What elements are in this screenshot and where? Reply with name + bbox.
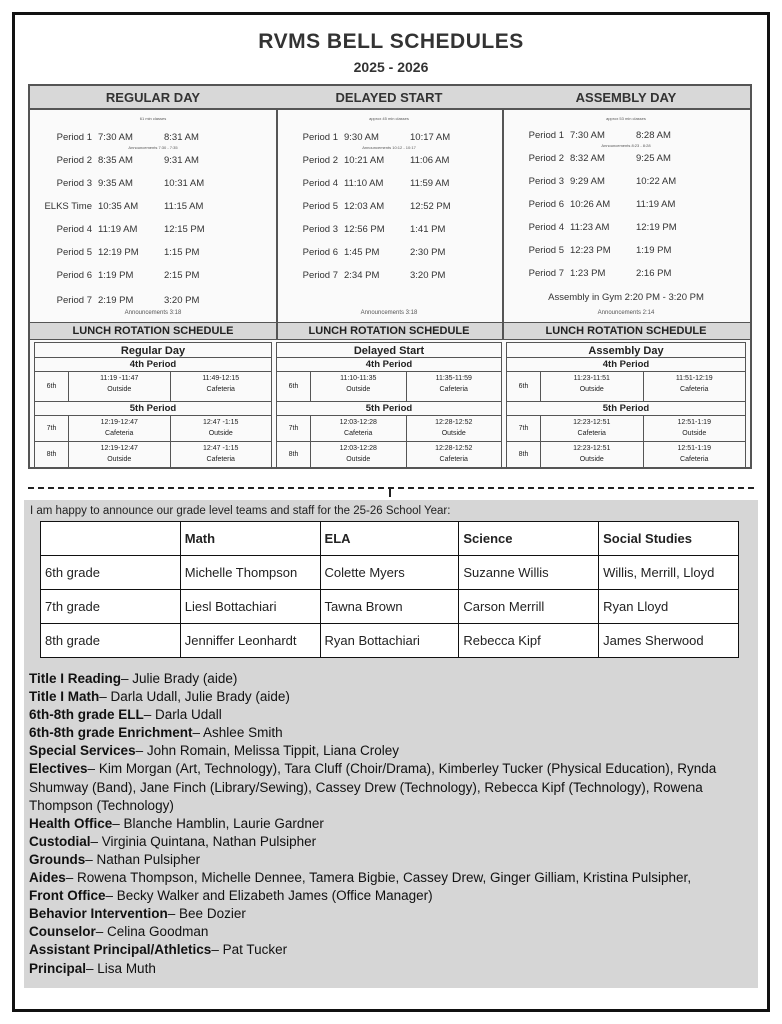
grade-label: 8th (35, 442, 69, 467)
period-row (34, 270, 224, 281)
column-header: Social Studies (599, 522, 739, 556)
period-label: Period 2 (302, 155, 338, 166)
period-subheading: 5th Period (506, 402, 746, 416)
roster-role: Principal (29, 960, 87, 976)
lunch-slot (311, 416, 406, 441)
period-row (506, 130, 696, 141)
lunch-location: Outside (579, 456, 604, 463)
lunch-location: Cafeteria (439, 456, 468, 463)
lunch-slot (643, 416, 746, 441)
period-label: Period 6 (528, 199, 564, 210)
period-row (34, 178, 224, 189)
period-start: 2:34 PM (344, 270, 380, 281)
period-start: 9:35 AM (98, 178, 133, 189)
announcement-note: Announcements 7:30 - 7:35 (128, 145, 178, 150)
teacher-cell: Rebecca Kipf (459, 624, 599, 658)
roster-line (29, 670, 749, 688)
period-label: ELKS Time (44, 201, 92, 212)
period-row (280, 247, 470, 258)
roster-role: Front Office (29, 888, 106, 904)
roster-role: 6th-8th grade ELL (29, 707, 144, 723)
lunch-time: 12:19-12:47 (100, 419, 138, 426)
teacher-cell: Jenniffer Leonhardt (180, 624, 320, 658)
roster-line (29, 760, 749, 814)
lunch-slot (311, 372, 406, 401)
column-divider (276, 86, 278, 322)
roster-names: Darla Udall, Julie Brady (aide) (110, 689, 290, 705)
lunch-slot (406, 416, 502, 441)
period-row (506, 176, 696, 187)
lunch-time: 11:35-11:59 (435, 375, 472, 382)
lunch-row (506, 416, 746, 442)
roster-dash: – (86, 960, 98, 976)
teacher-cell: Ryan Lloyd (599, 590, 739, 624)
period-start: 1:19 PM (98, 270, 134, 281)
period-start: 9:29 AM (570, 176, 605, 187)
lunch-location: Cafeteria (344, 430, 373, 437)
lunch-time: 12:51-1:19 (677, 445, 711, 452)
period-end: 8:28 AM (636, 130, 671, 141)
grade-cell: 6th grade (41, 556, 181, 590)
period-end: 3:20 PM (410, 270, 446, 281)
assembly-time: Assembly in Gym 2:20 PM - 3:20 PM (548, 292, 704, 303)
period-start: 12:03 AM (344, 201, 385, 212)
roster-role: Assistant Principal/Athletics (29, 942, 212, 958)
roster-line (29, 941, 749, 959)
lunch-row (276, 416, 502, 442)
roster-line (29, 706, 749, 724)
lunch-rotation-heading: LUNCH ROTATION SCHEDULE (308, 325, 470, 337)
period-label: Period 6 (56, 270, 92, 281)
lunch-rotation-heading: LUNCH ROTATION SCHEDULE (72, 325, 234, 337)
lunch-time: 12:28-12:52 (435, 445, 473, 452)
lunch-location: Cafeteria (206, 456, 235, 463)
roster-dash: – (90, 833, 102, 849)
announcement-footer: Announcements 2:14 (597, 310, 655, 316)
period-label: Period 6 (302, 247, 338, 258)
period-end: 11:19 AM (636, 199, 676, 210)
period-label: Period 4 (528, 222, 564, 233)
period-end: 1:15 PM (164, 247, 200, 258)
period-row (280, 224, 470, 235)
announcement-note: Announcements 10:12 - 10:17 (362, 145, 416, 150)
teacher-cell: Tawna Brown (320, 590, 459, 624)
lunch-time: 12:23-12:51 (573, 445, 611, 452)
roster-dash: – (87, 761, 99, 777)
period-start: 1:23 PM (570, 268, 606, 279)
lunch-day-title: Delayed Start (276, 342, 502, 358)
lunch-time: 12:51-1:19 (677, 419, 711, 426)
lunch-row (34, 442, 272, 468)
roster-dash: – (85, 851, 97, 867)
grade-label: 7th (507, 416, 541, 441)
period-start: 7:30 AM (98, 132, 133, 143)
period-label: Period 3 (302, 224, 338, 235)
roster-dash: – (135, 743, 147, 759)
teacher-cell: Colette Myers (320, 556, 459, 590)
period-start: 12:23 PM (570, 245, 611, 256)
column-header (41, 522, 181, 556)
teacher-cell: Ryan Bottachiari (320, 624, 459, 658)
lunch-slot (69, 442, 170, 467)
lunch-location: Cafeteria (680, 386, 709, 393)
period-row (280, 178, 470, 189)
teacher-cell: Carson Merrill (459, 590, 599, 624)
lunch-row (276, 372, 502, 402)
roster-names: Blanche Hamblin, Laurie Gardner (123, 815, 324, 831)
period-row (280, 132, 470, 143)
cut-line-tick (389, 487, 391, 497)
lunch-rotation-heading: LUNCH ROTATION SCHEDULE (545, 325, 707, 337)
period-start: 12:56 PM (344, 224, 385, 235)
period-label: Period 5 (56, 247, 92, 258)
roster-dash: – (105, 888, 117, 904)
lunch-slot (170, 416, 272, 441)
period-start: 1:45 PM (344, 247, 380, 258)
roster-role: Special Services (29, 743, 136, 759)
roster-dash: – (211, 942, 223, 958)
staff-intro: I am happy to announce our grade level teams and staff for the 25-26 School Year: (30, 505, 451, 517)
roster-line (29, 724, 749, 742)
roster-role: Custodial (29, 833, 91, 849)
period-row (34, 247, 224, 258)
lunch-slot (69, 372, 170, 401)
lunch-time: 12:23-12:51 (573, 419, 611, 426)
period-end: 12:19 PM (636, 222, 677, 233)
roster-role: Aides (29, 870, 66, 886)
lunch-location: Cafeteria (439, 386, 468, 393)
period-start: 10:26 AM (570, 199, 611, 210)
period-row (506, 153, 696, 164)
roster-dash: – (112, 815, 124, 831)
period-row (34, 224, 224, 235)
lunch-time: 12:47 -1:15 (203, 419, 239, 426)
period-end: 3:20 PM (164, 295, 200, 306)
roster-names: Kim Morgan (Art, Technology), Tara Cluff (Choir/Drama), Kimberley Tucker (Physical Education), Rynda Shumway (Band), Jane Finch (Library/Sewing), Cassey Drew (Technology), Rebecca Kipf (Technology), Rowena Thompson (Technology) (29, 761, 717, 813)
period-subheading: 4th Period (506, 358, 746, 372)
column-divider (502, 322, 504, 340)
lunch-location: Outside (579, 386, 604, 393)
grade-label: 8th (507, 442, 541, 467)
roster-dash: – (167, 906, 180, 922)
period-start: 11:10 AM (344, 178, 384, 189)
period-end: 12:52 PM (410, 201, 451, 212)
lunch-location: Outside (107, 456, 132, 463)
period-start: 12:19 PM (98, 247, 139, 258)
schedule-note: approx 53 min classes (606, 116, 646, 121)
period-row (280, 270, 470, 281)
period-end: 2:30 PM (410, 247, 446, 258)
lunch-location: Outside (346, 386, 371, 393)
lunch-row (34, 416, 272, 442)
lunch-table (276, 342, 502, 469)
period-row (280, 155, 470, 166)
table-header-row (41, 522, 739, 556)
cut-line (28, 487, 754, 489)
roster-line (29, 851, 749, 869)
teacher-cell: James Sherwood (599, 624, 739, 658)
schedule-note: approx 45 min classes (369, 116, 409, 121)
grade-label: 6th (277, 372, 311, 401)
period-start: 8:35 AM (98, 155, 133, 166)
period-end: 1:19 PM (636, 245, 672, 256)
period-row (280, 201, 470, 212)
roster-names: Ashlee Smith (203, 725, 283, 741)
roster-names: Nathan Pulsipher (96, 851, 201, 867)
grade-label: 7th (35, 416, 69, 441)
lunch-slot (406, 442, 502, 467)
period-row (34, 201, 224, 212)
schedule-note: 61 min classes (139, 116, 167, 121)
lunch-time: 12:28-12:52 (435, 419, 473, 426)
lunch-day-title: Assembly Day (506, 342, 746, 358)
lunch-location: Cafeteria (680, 456, 709, 463)
roster-line (29, 905, 749, 923)
period-subheading: 4th Period (34, 358, 272, 372)
lunch-time: 12:47 -1:15 (203, 445, 239, 452)
roster-role: Counselor (29, 924, 96, 940)
roster-line (29, 887, 749, 905)
period-start: 9:30 AM (344, 132, 379, 143)
period-start: 11:23 AM (570, 222, 610, 233)
lunch-day-title: Regular Day (34, 342, 272, 358)
period-label: Period 4 (302, 178, 338, 189)
period-end: 1:41 PM (410, 224, 446, 235)
lunch-slot (541, 416, 643, 441)
grade-label: 6th (507, 372, 541, 401)
roster-names: Rowena Thompson, Michelle Dennee, Tamera Bigbie, Cassey Drew, Ginger Gilliam, Kristina Pulsipher, (77, 870, 692, 886)
column-header: ELA (320, 522, 459, 556)
table-row (41, 624, 739, 658)
lunch-slot (311, 442, 406, 467)
column-divider (276, 322, 278, 340)
period-row (34, 155, 224, 166)
lunch-location: Outside (682, 430, 707, 437)
roster-line (29, 923, 749, 941)
teacher-cell: Michelle Thompson (180, 556, 320, 590)
announcement-footer: Announcements 3:18 (360, 310, 418, 316)
roster-role: Title I Math (29, 689, 100, 705)
grade-cell: 8th grade (41, 624, 181, 658)
lunch-slot (170, 442, 272, 467)
lunch-slot (406, 372, 502, 401)
period-row (506, 245, 696, 256)
period-row (34, 132, 224, 143)
lunch-slot (643, 442, 746, 467)
lunch-row (506, 442, 746, 468)
period-end: 9:25 AM (636, 153, 671, 164)
lunch-table (34, 342, 272, 469)
roster-role: Electives (29, 761, 88, 777)
period-label: Period 7 (528, 268, 564, 279)
roster-dash: – (121, 671, 133, 686)
roster-names: Virginia Quintana, Nathan Pulsipher (101, 833, 317, 849)
period-end: 2:15 PM (164, 270, 200, 281)
roster-dash: – (99, 689, 111, 705)
roster-names: John Romain, Melissa Tippit, Liana Croley (146, 743, 399, 759)
column-header: Science (459, 522, 599, 556)
roster-names: Bee Dozier (179, 906, 246, 922)
period-label: Period 3 (528, 176, 564, 187)
roster-line (29, 960, 749, 978)
roster-names: Lisa Muth (97, 960, 156, 976)
period-row (34, 295, 224, 306)
grade-label: 7th (277, 416, 311, 441)
grade-label: 6th (35, 372, 69, 401)
announcement-note: Announcements 8:23 - 8:28 (601, 143, 651, 148)
period-end: 11:15 AM (164, 201, 204, 212)
period-end: 11:06 AM (410, 155, 450, 166)
roster-names: Julie Brady (aide) (132, 671, 238, 686)
schedule-heading: REGULAR DAY (30, 86, 276, 110)
period-label: Period 5 (302, 201, 338, 212)
roster-names: Pat Tucker (222, 942, 288, 958)
column-divider (502, 86, 504, 322)
teacher-cell: Suzanne Willis (459, 556, 599, 590)
teacher-cell: Liesl Bottachiari (180, 590, 320, 624)
period-end: 2:16 PM (636, 268, 672, 279)
roster-role: Title I Reading (29, 671, 122, 686)
roster-names: Darla Udall (155, 707, 222, 723)
lunch-time: 12:03-12:28 (339, 419, 377, 426)
period-end: 10:17 AM (410, 132, 451, 143)
period-start: 11:19 AM (98, 224, 138, 235)
lunch-slot (541, 372, 643, 401)
roster-line (29, 815, 749, 833)
period-label: Period 2 (56, 155, 92, 166)
period-subheading: 4th Period (276, 358, 502, 372)
period-subheading: 5th Period (34, 402, 272, 416)
roster-dash: – (192, 725, 204, 741)
lunch-table (506, 342, 746, 469)
lunch-time: 11:19 -11:47 (100, 375, 139, 382)
grade-cell: 7th grade (41, 590, 181, 624)
lunch-location: Cafeteria (206, 386, 235, 393)
period-end: 10:31 AM (164, 178, 205, 189)
period-row (506, 222, 696, 233)
lunch-row (506, 372, 746, 402)
period-label: Period 3 (56, 178, 92, 189)
lunch-location: Outside (441, 430, 466, 437)
lunch-time: 11:10-11:35 (340, 375, 377, 382)
period-label: Period 4 (56, 224, 92, 235)
period-end: 11:59 AM (410, 178, 450, 189)
period-label: Period 7 (302, 270, 338, 281)
roster-role: 6th-8th grade Enrichment (29, 725, 193, 741)
period-start: 2:19 PM (98, 295, 134, 306)
lunch-row (34, 372, 272, 402)
table-row (41, 590, 739, 624)
period-label: Period 1 (302, 132, 338, 143)
announcement-footer: Announcements 3:18 (124, 310, 182, 316)
lunch-time: 11:51-12:19 (675, 375, 713, 382)
period-start: 8:32 AM (570, 153, 605, 164)
roster-dash: – (143, 707, 156, 723)
lunch-slot (643, 372, 746, 401)
roster-role: Health Office (29, 815, 113, 831)
table-row (41, 556, 739, 590)
lunch-time: 11:23-11:51 (573, 375, 610, 382)
school-year: 2025 - 2026 (353, 59, 429, 75)
lunch-time: 12:19-12:47 (100, 445, 138, 452)
period-end: 12:15 PM (164, 224, 205, 235)
roster-names: Celina Goodman (107, 924, 209, 940)
period-label: Period 5 (528, 245, 564, 256)
lunch-slot (69, 416, 170, 441)
bell-schedule-sheet (28, 84, 752, 469)
roster-line (29, 742, 749, 760)
staff-roster (29, 670, 749, 978)
lunch-slot (541, 442, 643, 467)
period-label: Period 7 (56, 295, 92, 306)
column-header: Math (180, 522, 320, 556)
lunch-location: Cafeteria (577, 430, 606, 437)
page-title: RVMS BELL SCHEDULES (258, 30, 524, 53)
schedule-heading: ASSEMBLY DAY (502, 86, 750, 110)
period-label: Period 2 (528, 153, 564, 164)
lunch-time: 12:03-12:28 (339, 445, 377, 452)
roster-role: Behavior Intervention (29, 906, 168, 922)
lunch-location: Cafeteria (105, 430, 134, 437)
period-label: Period 1 (528, 130, 564, 141)
period-end: 9:31 AM (164, 155, 199, 166)
period-label: Period 1 (56, 132, 92, 143)
period-start: 10:21 AM (344, 155, 385, 166)
lunch-location: Outside (346, 456, 371, 463)
lunch-slot (170, 372, 272, 401)
grade-level-teams-table (40, 521, 739, 658)
roster-line (29, 688, 749, 706)
roster-dash: – (65, 870, 78, 886)
roster-line (29, 833, 749, 851)
period-row (506, 199, 696, 210)
lunch-time: 11:49-12:15 (202, 375, 240, 382)
period-start: 7:30 AM (570, 130, 605, 141)
period-end: 10:22 AM (636, 176, 677, 187)
period-subheading: 5th Period (276, 402, 502, 416)
roster-dash: – (95, 924, 108, 940)
period-end: 8:31 AM (164, 132, 199, 143)
schedule-heading: DELAYED START (276, 86, 502, 110)
lunch-rotation-heading-bar (30, 322, 750, 340)
roster-line (29, 869, 749, 887)
lunch-row (276, 442, 502, 468)
roster-names: Becky Walker and Elizabeth James (Office Manager) (116, 888, 433, 904)
teacher-cell: Willis, Merrill, Lloyd (599, 556, 739, 590)
lunch-location: Outside (107, 386, 132, 393)
period-row (506, 268, 696, 279)
roster-role: Grounds (29, 851, 86, 867)
period-start: 10:35 AM (98, 201, 139, 212)
lunch-location: Outside (208, 430, 233, 437)
grade-label: 8th (277, 442, 311, 467)
